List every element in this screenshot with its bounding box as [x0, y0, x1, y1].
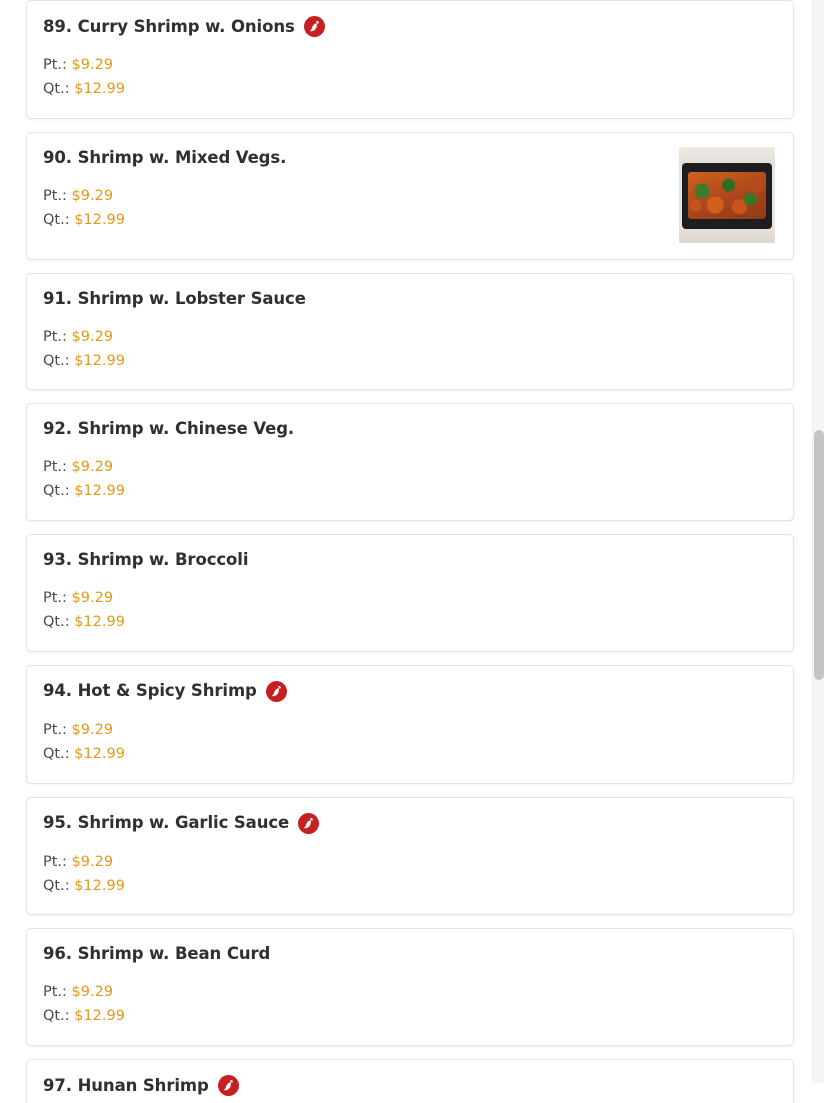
price-row-quart	[43, 875, 775, 899]
menu-item-card-4[interactable]	[26, 403, 794, 521]
menu-item-name: 93. Shrimp w. Broccoli	[43, 550, 249, 570]
price-row-quart	[43, 1005, 775, 1029]
menu-item-body	[43, 680, 775, 767]
menu-item-body	[43, 943, 775, 1029]
price-value-quart: $12.99	[74, 877, 125, 894]
price-label-quart: Qt.:	[43, 211, 75, 228]
price-value-pint: $9.29	[71, 984, 114, 1001]
menu-item-card-6[interactable]	[26, 665, 794, 784]
menu-item-title-row	[43, 1075, 775, 1096]
price-row-quart	[43, 611, 775, 635]
menu-item-name: 94. Hot & Spicy Shrimp	[43, 681, 257, 701]
price-row-pint	[43, 587, 775, 611]
price-value-quart: $12.99	[74, 1008, 125, 1025]
menu-item-title-row	[43, 16, 775, 37]
price-label-quart: Qt.:	[43, 877, 75, 894]
menu-item-name: 89. Curry Shrimp w. Onions	[43, 16, 295, 36]
price-value-quart: $12.99	[74, 613, 125, 630]
price-value-quart: $12.99	[74, 80, 125, 97]
price-value-pint: $9.29	[71, 721, 114, 738]
price-row-quart	[43, 743, 775, 767]
menu-item-prices	[43, 981, 775, 1029]
price-value-quart: $12.99	[74, 745, 125, 762]
menu-item-body	[43, 1074, 775, 1096]
menu-item-title-row	[43, 944, 775, 964]
price-label-pint: Pt.:	[43, 459, 72, 476]
menu-item-body	[43, 147, 665, 233]
menu-item-title-row	[43, 681, 775, 702]
menu-item-card-2[interactable]	[26, 132, 794, 260]
menu-item-title-row	[43, 148, 665, 168]
menu-item-prices	[43, 456, 775, 504]
price-value-quart: $12.99	[74, 211, 125, 228]
price-label-pint: Pt.:	[43, 984, 72, 1001]
price-row-pint	[43, 326, 775, 350]
chili-pepper-icon	[298, 813, 319, 834]
price-row-quart	[43, 350, 775, 374]
price-row-pint	[43, 981, 775, 1005]
menu-item-card-8[interactable]	[26, 928, 794, 1046]
price-row-quart	[43, 480, 775, 504]
menu-item-prices	[43, 185, 665, 233]
thumbnail-bottom-band	[679, 229, 775, 243]
menu-item-name: 97. Hunan Shrimp	[43, 1075, 209, 1095]
price-label-pint: Pt.:	[43, 328, 72, 345]
price-value-pint: $9.29	[71, 328, 114, 345]
price-label-pint: Pt.:	[43, 57, 72, 73]
price-label-pint: Pt.:	[43, 187, 72, 204]
menu-item-prices	[43, 326, 775, 374]
price-value-pint: $9.29	[71, 853, 114, 870]
price-row-pint	[43, 719, 775, 743]
menu-item-card-5[interactable]	[26, 534, 794, 652]
price-row-pint	[43, 185, 665, 209]
menu-item-card-7[interactable]	[26, 797, 794, 916]
menu-item-title-row	[43, 550, 775, 570]
menu-item-card-9[interactable]	[26, 1059, 794, 1103]
menu-item-body	[43, 15, 775, 102]
menu-item-name: 95. Shrimp w. Garlic Sauce	[43, 813, 290, 833]
price-row-pint	[43, 851, 775, 875]
price-label-quart: Qt.:	[43, 745, 75, 762]
scrollbar-thumb[interactable]	[814, 430, 824, 680]
menu-item-thumbnail[interactable]	[679, 147, 775, 243]
menu-item-prices	[43, 54, 775, 102]
page-scrollbar[interactable]	[812, 0, 824, 1083]
menu-item-prices	[43, 851, 775, 899]
menu-item-title-row	[43, 289, 775, 309]
price-value-pint: $9.29	[71, 57, 114, 73]
menu-item-name: 96. Shrimp w. Bean Curd	[43, 944, 271, 964]
price-label-pint: Pt.:	[43, 721, 72, 738]
price-value-quart: $12.99	[74, 483, 125, 500]
thumbnail-food	[688, 172, 766, 219]
menu-item-body	[43, 812, 775, 899]
price-row-pint	[43, 54, 775, 78]
menu-item-name: 91. Shrimp w. Lobster Sauce	[43, 288, 306, 308]
menu-item-name: 90. Shrimp w. Mixed Vegs.	[43, 147, 287, 167]
menu-item-prices	[43, 719, 775, 767]
price-label-quart: Qt.:	[43, 352, 75, 369]
price-row-quart	[43, 78, 775, 102]
chili-pepper-icon	[218, 1075, 239, 1096]
price-label-quart: Qt.:	[43, 1008, 75, 1025]
price-value-pint: $9.29	[71, 459, 114, 476]
price-label-pint: Pt.:	[43, 853, 72, 870]
menu-item-name: 92. Shrimp w. Chinese Veg.	[43, 419, 295, 439]
price-label-pint: Pt.:	[43, 589, 72, 606]
price-label-quart: Qt.:	[43, 80, 75, 97]
menu-item-prices	[43, 587, 775, 635]
menu-item-card-3[interactable]	[26, 273, 794, 391]
menu-item-title-row	[43, 813, 775, 834]
price-value-quart: $12.99	[74, 352, 125, 369]
price-label-quart: Qt.:	[43, 483, 75, 500]
price-value-pint: $9.29	[71, 589, 114, 606]
menu-item-title-row	[43, 419, 775, 439]
price-value-pint: $9.29	[71, 187, 114, 204]
price-row-pint	[43, 456, 775, 480]
menu-item-body	[43, 288, 775, 374]
chili-pepper-icon	[304, 16, 325, 37]
menu-item-body	[43, 549, 775, 635]
price-row-quart	[43, 209, 665, 233]
chili-pepper-icon	[266, 681, 287, 702]
price-label-quart: Qt.:	[43, 613, 75, 630]
menu-item-body	[43, 418, 775, 504]
menu-item-card-1[interactable]	[26, 0, 794, 119]
